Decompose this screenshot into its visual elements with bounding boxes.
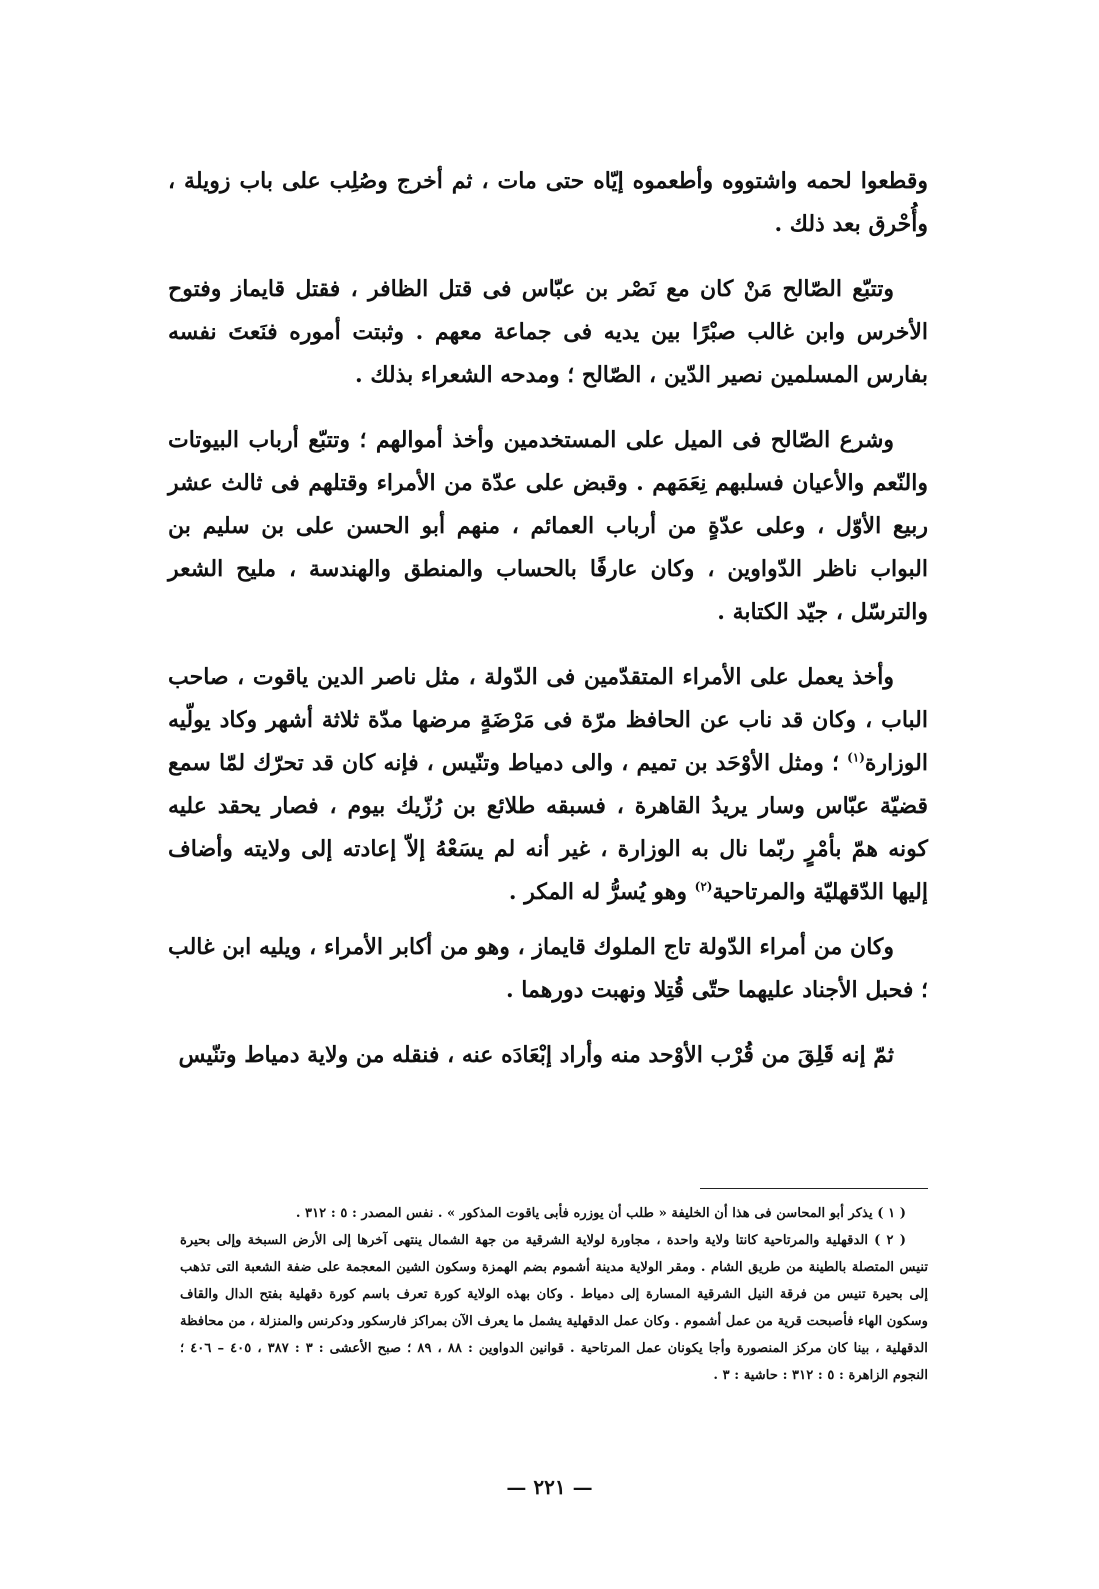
page-number: — ٢٢١ —: [506, 1475, 593, 1499]
footnote-1: ( ١ ) يذكر أبو المحاسن فى هذا أن الخليفة « طلب أن يوزره فأبى ياقوت المذكور » . نفس المصدر : ٥ : ٣١٢ .: [295, 1206, 906, 1221]
paragraph-2: وتتبّع الصّالح مَنْ كان مع نَصْر بن عبّاس فى قتل الظافر ، فقتل قايماز وفتوح الأخرس وابن غالب صبْرًا بين يديه فى جماعة معهم . وثبتت أموره فنَعتَ نفسه بفارس المسلمين نصير الدّين ، الصّالح ؛ ومدحه الشعراء بذلك .: [168, 276, 928, 388]
footnotes: [180, 1200, 928, 1389]
paragraph-4-part-1: وأخذ يعمل على الأمراء المتقدّمين فى الدّولة ، مثل ناصر الدين ياقوت ، صاحب الباب ، وكان قد ناب عن الحافظ مرّة فى مَرْضَةٍ مرضها مدّة ثلاثة أشهر وكاد يولّيه الوزارة: [168, 664, 928, 776]
footnote-2: ( ٢ ) الدقهلية والمرتاحية كانتا ولاية واحدة ، مجاورة لولاية الشرقية من جهة الشمال ينتهى آخرها إلى الأرض السبخة وإلى بحيرة تنيس المتصلة بالطينة من طريق الشام . ومقر الولاية مدينة أشموم بضم الهمزة وسكون الشين المعجمة على ضفة الشعبة التى تذهب إلى بحيرة تنيس من فرقة النيل الشرقية المسارة إلى دمياط . وكان بهذه الولاية كورة تعرف باسم كورة دقهلية بفتح الدال والقاف وسكون الهاء فأصبحت قرية من عمل أشموم . وكان عمل الدقهلية يشمل ما يعرف الآن بمراكز فارسكور ودكرنس والمنزلة ، من محافظة الدقهلية ، بينا كان مركز المنصورة وأجا يكونان عمل المرتاحية . قوانين الدواوين : ٨٨ ، ٨٩ ؛ صبح الأعشى : ٣ : ٣٨٧ ، ٤٠٥ – ٤٠٦ ؛ النجوم الزاهرة : ٥ : ٣١٢ : حاشية : ٣ .: [180, 1233, 928, 1383]
paragraph-4-part-3: وهو يُسرُّ له المكر .: [508, 879, 687, 905]
main-text: [168, 160, 928, 1099]
paragraph-4: [168, 656, 928, 914]
paragraph-3: وشرع الصّالح فى الميل على المستخدمين وأخذ أموالهم ؛ وتتبّع أرباب البيوتات والنّعم والأعيان فسلبهم نِعَمَهم . وقبض على عدّة من الأمراء وقتلهم فى ثالث عشر ربيع الأوّل ، وعلى عدّةٍ من أرباب العمائم ، منهم أبو الحسن على بن سليم بن البواب ناظر الدّواوين ، وكان عارفًا بالحساب والمنطق والهندسة ، مليح الشعر والترسّل ، جيّد الكتابة .: [168, 427, 928, 625]
paragraph-4-part-2: ؛ ومثل الأوْحَد بن تميم ، والى دمياط وتنّيس ، فإنه كان قد تحرّك لمّا سمع قضيّة عبّاس وسار يريدُ القاهرة ، فسبقه طلائع بن رُزّيك بيوم ، فصار يحقد عليه كونه همّ بأمْرٍ ربّما نال به الوزارة ، غير أنه لم يسَعْهُ إلاّ إعادته إلى ولايته وأضاف إليها الدّقهليّة والمرتاحية: [168, 750, 928, 905]
footnote-ref-2: (٢): [694, 879, 713, 894]
paragraph-6: ثمّ إنه قَلِقَ من قُرْب الأوْحد منه وأراد إبْعَادَه عنه ، فنقله من ولاية دمياط وتنّيس: [178, 1042, 894, 1068]
footnote-separator: [700, 1188, 928, 1189]
paragraph-5: وكان من أمراء الدّولة تاج الملوك قايماز ، وهو من أكابر الأمراء ، ويليه ابن غالب ؛ فحبل الأجناد عليهما حتّى قُتِلا ونهبت دورهما .: [168, 934, 928, 1003]
paragraph-1: وقطعوا لحمه واشتووه وأطعموه إيّاه حتى مات ، ثم أخرج وصُلِب على باب زويلة ، وأُحْرق بعد ذلك .: [168, 168, 928, 237]
footnote-ref-1: (١): [847, 750, 865, 765]
